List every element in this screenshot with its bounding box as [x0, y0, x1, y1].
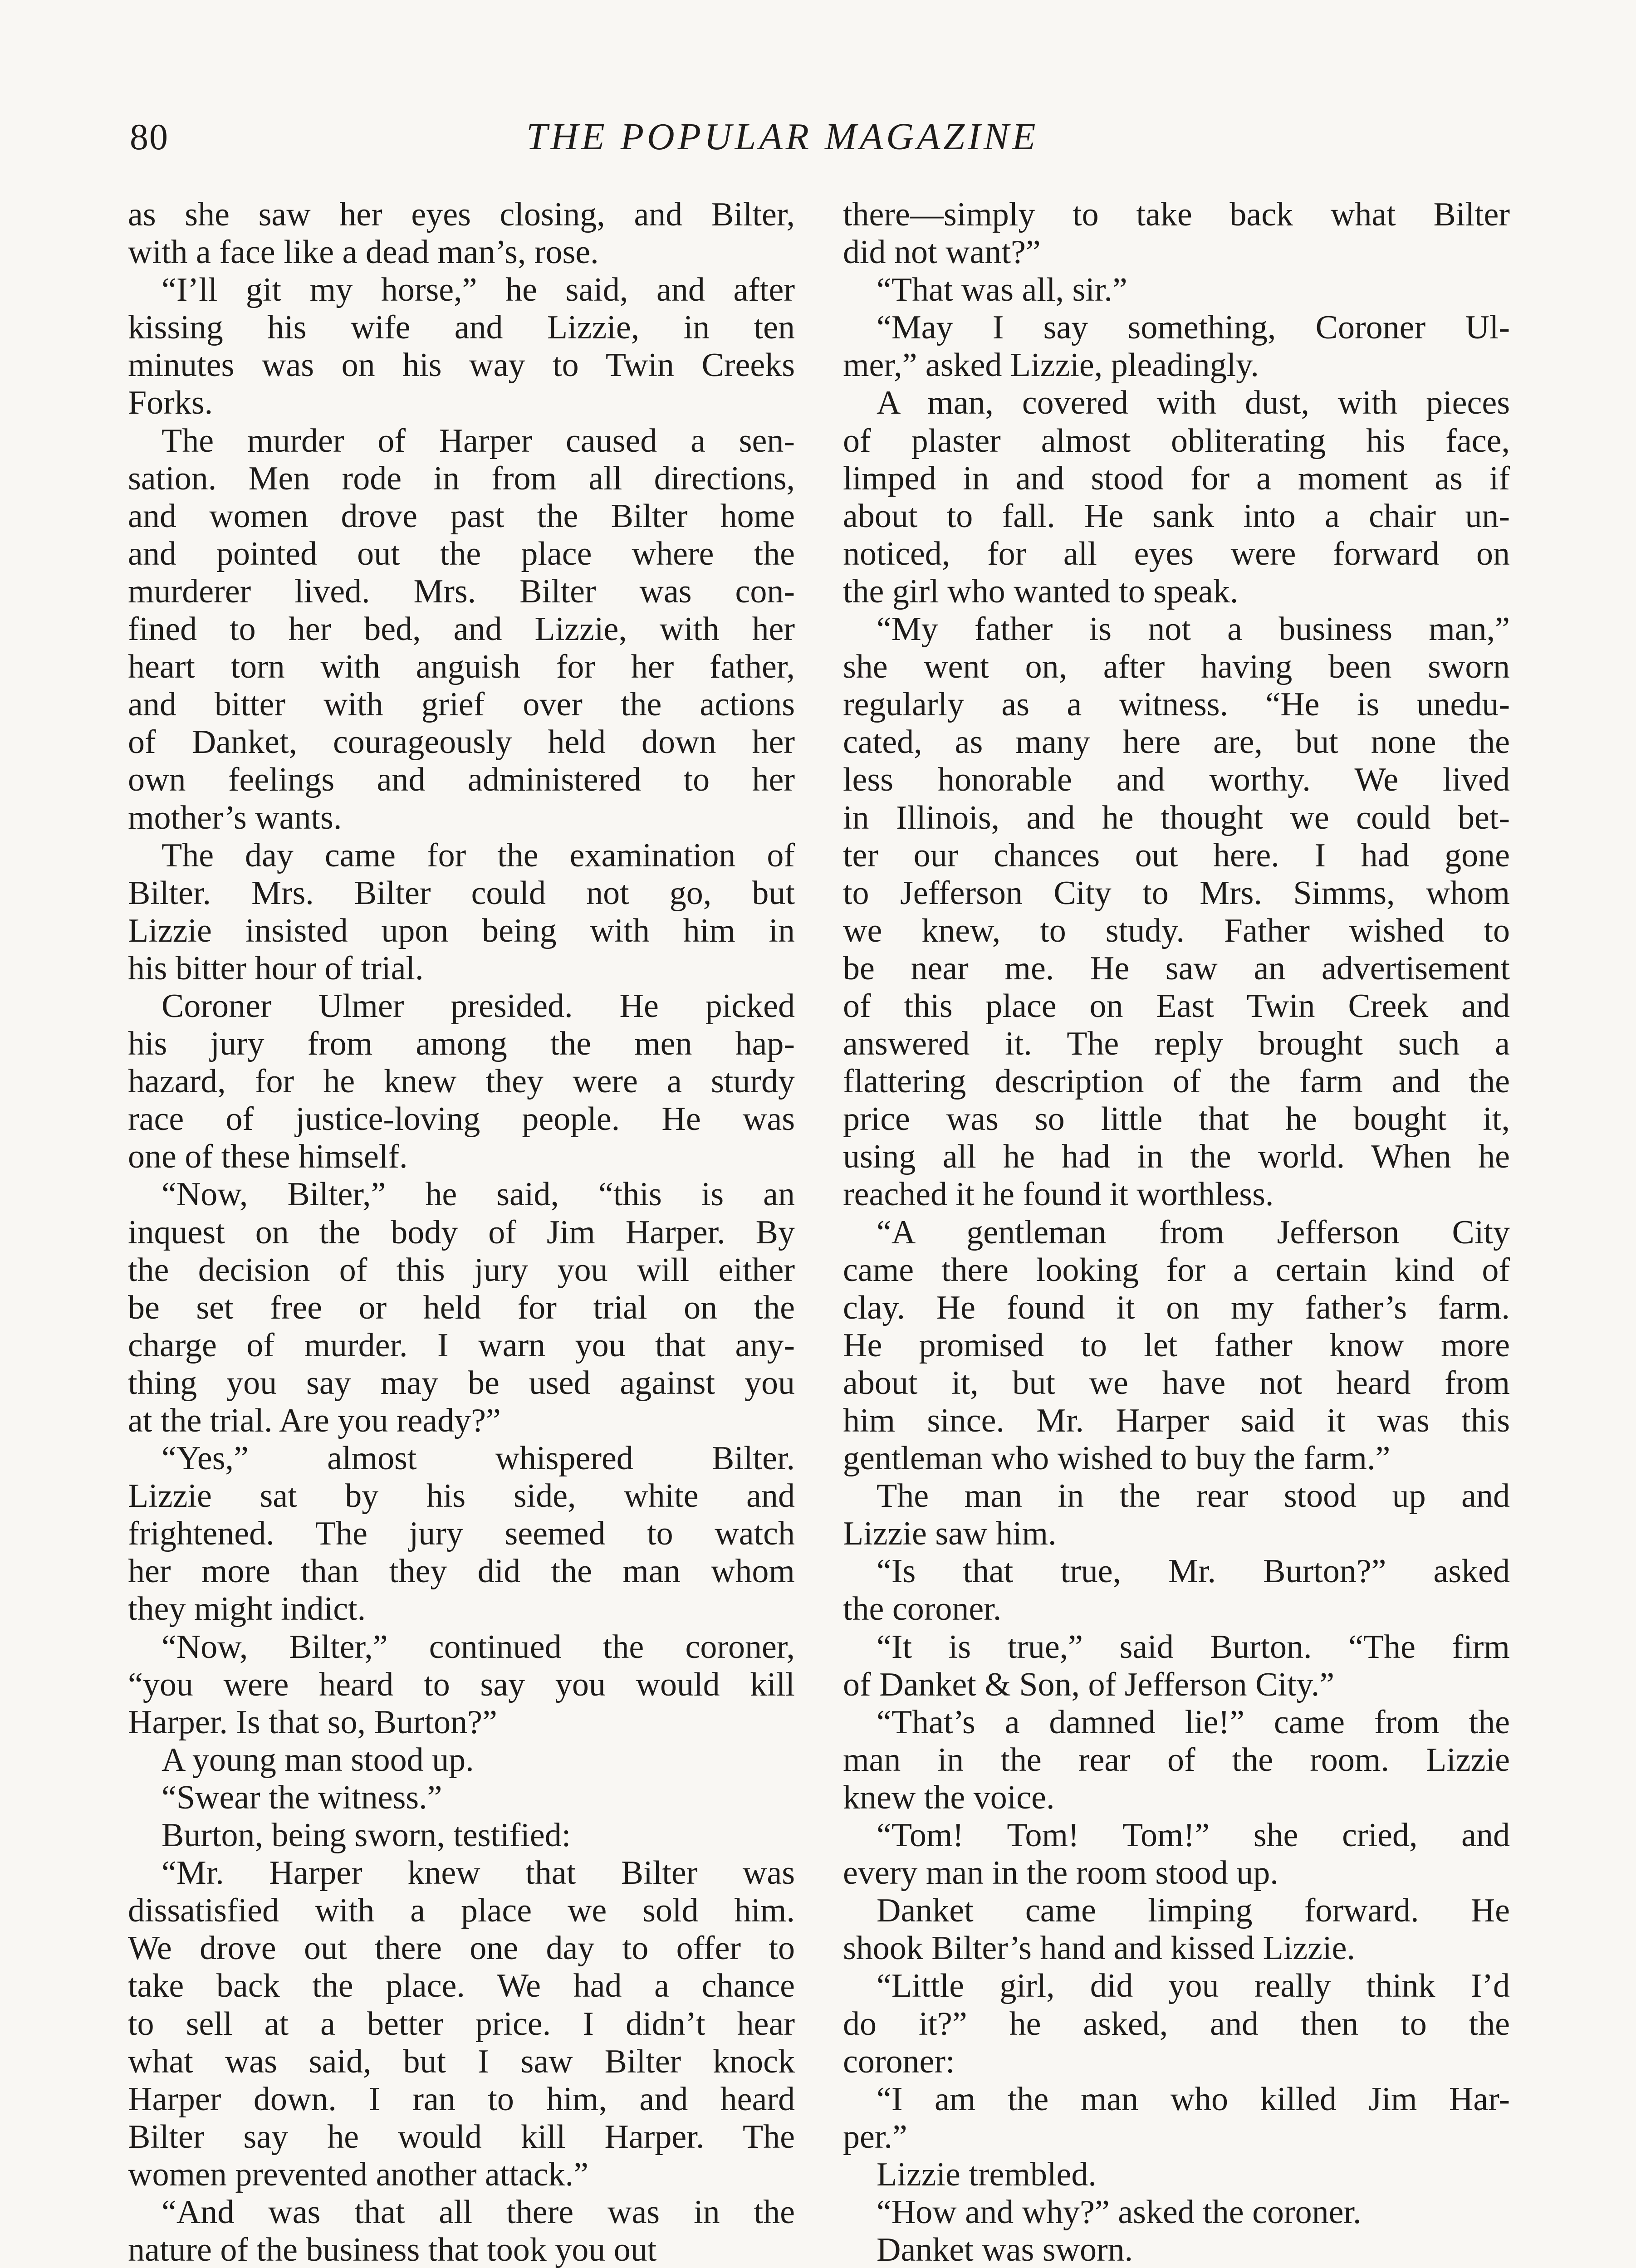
text-line: “I am the man who killed Jim Har- [877, 2080, 1510, 2118]
text-line: gentleman who wished to buy the farm.” [843, 1440, 1391, 1477]
text-line: mother’s wants. [128, 799, 342, 836]
text-line: hazard, for he knew they were a sturdy [128, 1063, 795, 1100]
text-line: nature of the business that took you out [128, 2231, 657, 2268]
text-line: his jury from among the men hap- [128, 1025, 795, 1063]
text-line: limped in and stood for a moment as if [843, 459, 1510, 497]
text-line: own feelings and administered to her [128, 761, 795, 799]
text-line: the decision of this jury you will either [128, 1251, 795, 1289]
running-head: THE POPULAR MAGAZINE [526, 116, 1039, 158]
text-line: “Swear the witness.” [162, 1779, 442, 1816]
text-line: “May I say something, Coroner Ul- [877, 309, 1510, 347]
text-line: using all he had in the world. When he [843, 1138, 1510, 1176]
text-line: “Little girl, did you really think I’d [877, 1967, 1510, 2005]
text-line: women prevented another attack.” [128, 2156, 588, 2193]
text-line: We drove out there one day to offer to [128, 1930, 795, 1967]
text-line: she went on, after having been sworn [843, 648, 1510, 686]
text-line: Danket came limping forward. He [877, 1892, 1510, 1930]
text-line: “Tom! Tom! Tom!” she cried, and [877, 1817, 1510, 1854]
text-line: every man in the room stood up. [843, 1854, 1278, 1892]
text-line: cated, as many here are, but none the [843, 723, 1510, 761]
text-line: to sell at a better price. I didn’t hear [128, 2005, 795, 2043]
text-line: and pointed out the place where the [128, 535, 795, 572]
text-line: Lizzie insisted upon being with him in [128, 912, 795, 949]
text-line: and bitter with grief over the actions [128, 686, 795, 723]
left-column [128, 196, 795, 2268]
text-line: “Is that true, Mr. Burton?” asked [877, 1553, 1510, 1590]
text-line: flattering description of the farm and the [843, 1063, 1510, 1100]
text-line: be near me. He saw an advertisement [843, 949, 1510, 987]
text-line: coroner: [843, 2043, 955, 2080]
text-line: Bilter. Mrs. Bilter could not go, but [128, 874, 795, 912]
text-line: Forks. [128, 384, 213, 422]
text-line: “And was that all there was in the [162, 2193, 795, 2231]
text-line: we knew, to study. Father wished to [843, 912, 1510, 949]
text-line: with a face like a dead man’s, rose. [128, 234, 599, 271]
text-line: about it, but we have not heard from [843, 1364, 1510, 1402]
text-line: ter our chances out here. I had gone [843, 836, 1510, 874]
text-line: “My father is not a business man,” [877, 611, 1510, 648]
text-line: Burton, being sworn, testified: [162, 1817, 571, 1854]
text-line: price was so little that he bought it, [843, 1100, 1510, 1138]
text-line: “It is true,” said Burton. “The firm [877, 1628, 1510, 1666]
text-line: came there looking for a certain kind of [843, 1251, 1510, 1289]
text-line: A young man stood up. [162, 1741, 474, 1779]
text-line: less honorable and worthy. We lived [843, 761, 1510, 799]
text-line: The man in the rear stood up and [877, 1477, 1510, 1515]
text-line: clay. He found it on my father’s farm. [843, 1289, 1510, 1326]
text-line: Lizzie sat by his side, white and [128, 1477, 795, 1515]
text-line: “That was all, sir.” [877, 271, 1127, 309]
text-line: of Danket, courageously held down her [128, 723, 795, 761]
text-line: kissing his wife and Lizzie, in ten [128, 309, 795, 347]
text-line: frightened. The jury seemed to watch [128, 1515, 795, 1553]
text-line: “A gentleman from Jefferson City [877, 1213, 1510, 1251]
text-line: “That’s a damned lie!” came from the [877, 1703, 1510, 1741]
text-line: Bilter say he would kill Harper. The [128, 2118, 795, 2156]
text-line: they might indict. [128, 1590, 366, 1628]
text-line: Harper down. I ran to him, and heard [128, 2080, 795, 2118]
text-line: “you were heard to say you would kill [128, 1666, 795, 1703]
right-column [843, 196, 1510, 2268]
text-line: as she saw her eyes closing, and Bilter, [128, 196, 795, 233]
text-line: answered it. The reply brought such a [843, 1025, 1510, 1063]
text-line: regularly as a witness. “He is unedu- [843, 686, 1510, 723]
text-line: The day came for the examination of [162, 836, 795, 874]
text-line: murderer lived. Mrs. Bilter was con- [128, 572, 795, 610]
text-line: be set free or held for trial on the [128, 1289, 795, 1326]
text-line: reached it he found it worthless. [843, 1176, 1274, 1213]
text-line: “Now, Bilter,” he said, “this is an [162, 1176, 795, 1213]
text-line: his bitter hour of trial. [128, 949, 424, 987]
text-line: Lizzie trembled. [877, 2156, 1097, 2193]
text-line: thing you say may be used against you [128, 1364, 795, 1402]
text-line: at the trial. Are you ready?” [128, 1402, 501, 1439]
text-line: man in the rear of the room. Lizzie [843, 1741, 1510, 1779]
text-line: per.” [843, 2118, 907, 2156]
text-line: of this place on East Twin Creek and [843, 987, 1510, 1025]
text-line: one of these himself. [128, 1138, 408, 1176]
text-line: Coroner Ulmer presided. He picked [162, 987, 795, 1025]
text-line: Harper. Is that so, Burton?” [128, 1703, 497, 1741]
text-line: “I’ll git my horse,” he said, and after [162, 271, 795, 309]
text-line: He promised to let father know more [843, 1326, 1510, 1364]
text-line: do it?” he asked, and then to the [843, 2005, 1510, 2043]
text-line: charge of murder. I warn you that any- [128, 1326, 795, 1364]
text-line: “Now, Bilter,” continued the coroner, [162, 1628, 795, 1666]
text-line: in Illinois, and he thought we could bet- [843, 799, 1510, 836]
text-line: about to fall. He sank into a chair un- [843, 497, 1510, 535]
text-line: inquest on the body of Jim Harper. By [128, 1213, 795, 1251]
text-line: sation. Men rode in from all directions, [128, 459, 795, 497]
text-line: there—simply to take back what Bilter [843, 196, 1510, 233]
text-line: the girl who wanted to speak. [843, 572, 1239, 610]
text-line: A man, covered with dust, with pieces [877, 384, 1510, 422]
text-line: knew the voice. [843, 1779, 1055, 1816]
text-line: Lizzie saw him. [843, 1515, 1057, 1553]
text-line: of Danket & Son, of Jefferson City.” [843, 1666, 1335, 1703]
text-line: take back the place. We had a chance [128, 1967, 795, 2005]
text-line: to Jefferson City to Mrs. Simms, whom [843, 874, 1510, 912]
text-line: heart torn with anguish for her father, [128, 648, 795, 686]
text-line: noticed, for all eyes were forward on [843, 535, 1510, 572]
text-line: her more than they did the man whom [128, 1553, 795, 1590]
text-line: Danket was sworn. [877, 2231, 1133, 2268]
text-line: and women drove past the Bilter home [128, 497, 795, 535]
text-line: The murder of Harper caused a sen- [162, 422, 795, 459]
page-header [0, 0, 1636, 191]
text-line: dissatisfied with a place we sold him. [128, 1892, 795, 1930]
text-line: of plaster almost obliterating his face, [843, 422, 1510, 459]
text-line: shook Bilter’s hand and kissed Lizzie. [843, 1930, 1355, 1967]
text-line: “Yes,” almost whispered Bilter. [162, 1440, 795, 1477]
text-line: mer,” asked Lizzie, pleadingly. [843, 347, 1259, 384]
text-line: him since. Mr. Harper said it was this [843, 1402, 1510, 1439]
text-line: did not want?” [843, 234, 1041, 271]
text-line: minutes was on his way to Twin Creeks [128, 347, 795, 384]
page-number: 80 [130, 116, 169, 157]
text-line: race of justice-loving people. He was [128, 1100, 795, 1138]
text-line: “Mr. Harper knew that Bilter was [162, 1854, 795, 1892]
text-line: fined to her bed, and Lizzie, with her [128, 611, 795, 648]
text-line: “How and why?” asked the coroner. [877, 2193, 1362, 2231]
text-line: the coroner. [843, 1590, 1002, 1628]
text-line: what was said, but I saw Bilter knock [128, 2043, 795, 2080]
